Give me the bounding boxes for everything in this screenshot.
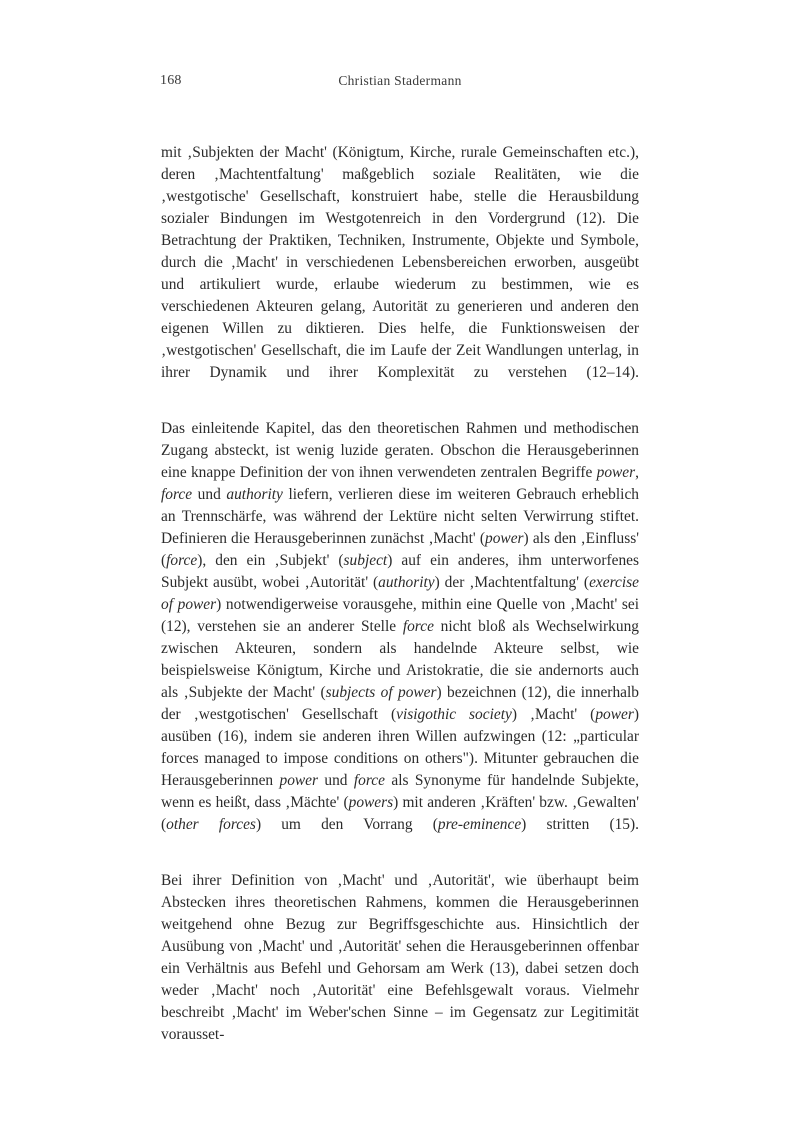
running-head-author: Christian Stadermann <box>338 73 462 88</box>
paragraph-3: Bei ihrer Definition von ‚Macht' und ‚Autorität', wie überhaupt beim Abstecken ihres theoretischen Rahmens, kommen die Herausgeberinnen weitgehend ohne Bezug zur Begriffsgeschichte aus. Hinsichtlich der Ausübung von ‚Macht' und ‚Autorität' sehen die Herausgeberinnen offenbar ein Verhältnis aus Befehl und Gehorsam am Werk (13), dabei setzen doch weder ‚Macht' noch ‚Autorität' eine Befehlsgewalt voraus. Vielmehr beschreibt ‚Macht' im Weber'schen Sinne – im Gegensatz zur Legitimität vorausset- <box>161 871 639 1043</box>
paragraph-2: Das einleitende Kapitel, das den theoretischen Rahmen und methodischen Zugang absteckt, ist wenig luzide geraten. Obschon die Herausgeberinnen eine knappe Definition der von ihnen verwendeten zentralen Begriffe power, force und authority liefern, verlieren diese im weiteren Gebrauch erheblich an Trennschärfe, was während der Lektüre nicht selten Verwirrung stiftet. Definieren die Herausgeberinnen zunächst ‚Macht' (power) als den ‚Einfluss' (force), den ein ‚Subjekt' (subject) auf ein anderes, ihm unterworfenes Subjekt ausübt, wobei ‚Autorität' (authority) der ‚Machtentfaltung' (exercise of power) notwendigerweise vorausgehe, mithin eine Quelle von ‚Macht' sei (12), verstehen sie an anderer Stelle force nicht bloß als Wechselwirkung zwischen Akteuren, sondern als handelnde Akteure selbst, wie beispielsweise Königtum, Kirche und Aristokratie, die sie andernorts auch als ‚Subjekte der Macht' (subjects of power) bezeichnen (12), die innerhalb der ‚westgotischen' Gesellschaft (visigothic society) ‚Macht' (power) ausüben (16), indem sie anderen ihren Willen aufzwingen (12: „particular forces managed to impose conditions on others"). Mitunter gebrauchen die Herausgeberinnen power und force als Synonyme für handelnde Subjekte, wenn es heißt, dass ‚Mächte' (powers) mit anderen ‚Kräften' bzw. ‚Gewalten' (other forces) um den Vorrang (pre-eminence) stritten (15). <box>161 419 640 834</box>
page-number: 168 <box>160 73 182 88</box>
body-text-block <box>161 142 639 1046</box>
running-head <box>160 71 640 91</box>
paragraph-1: mit ‚Subjekten der Macht' (Königtum, Kirche, rurale Gemeinschaften etc.), deren ‚Machtentfaltung' maßgeblich soziale Realitäten, wie die ‚westgotische' Gesellschaft, konstruiert habe, stelle die Herausbildung sozialer Bindungen im Westgotenreich in den Vordergrund (12). Die Betrachtung der Praktiken, Techniken, Instrumente, Objekte und Symbole, durch die ‚Macht' in verschiedenen Lebensbereichen erworben, ausgeübt und artikuliert wurde, erlaube wiederum zu bestimmen, wie es verschiedenen Akteuren gelang, Autorität zu generieren und anderen den eigenen Willen zu diktieren. Dies helfe, die Funktionsweisen der ‚westgotischen' Gesellschaft, die im Laufe der Zeit Wandlungen unterlag, in ihrer Dynamik und ihrer Komplexität zu verstehen (12–14). <box>161 144 639 382</box>
